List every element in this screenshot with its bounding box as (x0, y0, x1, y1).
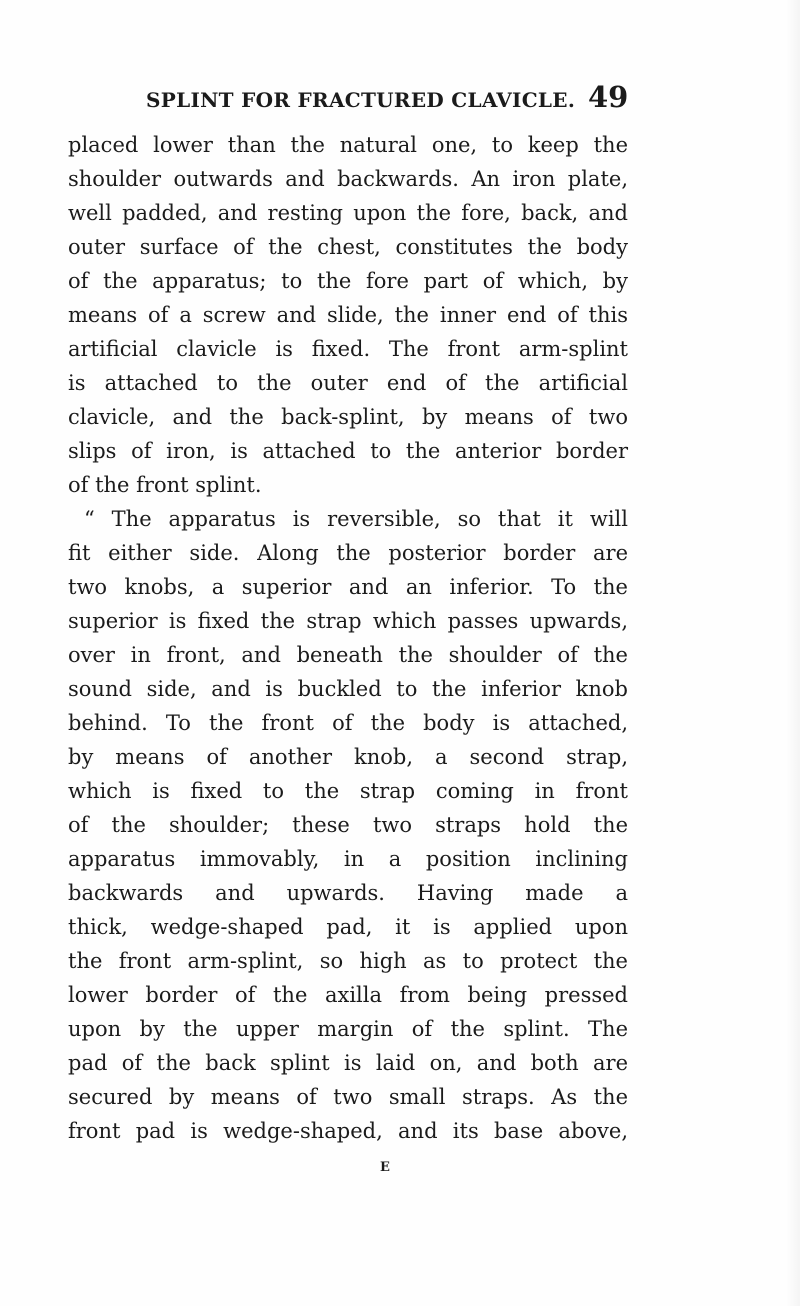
page-number: 49 (588, 80, 629, 114)
text-line: the front arm-splint, so high as to protect the (68, 949, 628, 973)
text-line: behind. To the front of the body is attached, (68, 711, 628, 735)
text-line: “ The apparatus is reversible, so that it will (84, 507, 628, 531)
text-line: secured by means of two small straps. As the (68, 1085, 628, 1109)
running-title: SPLINT FOR FRACTURED CLAVICLE. (146, 88, 576, 112)
text-line: slips of iron, is attached to the anterior border (68, 439, 628, 463)
signature-mark: E (380, 1160, 391, 1175)
text-line: over in front, and beneath the shoulder of the (68, 643, 628, 667)
text-line: artificial clavicle is fixed. The front arm-splint (68, 337, 628, 361)
text-line: pad of the back splint is laid on, and both are (68, 1051, 628, 1075)
text-line: shoulder outwards and backwards. An iron plate, (68, 167, 628, 191)
text-line: thick, wedge-shaped pad, it is applied upon (68, 915, 628, 939)
text-line: superior is fixed the strap which passes upwards, (68, 609, 628, 633)
text-line: apparatus immovably, in a position inclining (68, 847, 628, 871)
text-line: means of a screw and slide, the inner end of this (68, 303, 628, 327)
text-line: fit either side. Along the posterior border are (68, 541, 628, 565)
text-line: of the front splint. (68, 473, 262, 497)
text-line: by means of another knob, a second strap, (68, 745, 628, 769)
text-line: upon by the upper margin of the splint. The (68, 1017, 628, 1041)
text-line: backwards and upwards. Having made a (68, 881, 628, 905)
text-line: lower border of the axilla from being pressed (68, 983, 628, 1007)
text-line: front pad is wedge-shaped, and its base above, (68, 1119, 628, 1143)
text-line: well padded, and resting upon the fore, back, and (68, 201, 628, 225)
text-line: outer surface of the chest, constitutes the body (68, 235, 628, 259)
text-line: which is fixed to the strap coming in front (68, 779, 628, 803)
text-line: is attached to the outer end of the artificial (68, 371, 628, 395)
text-line: sound side, and is buckled to the inferior knob (68, 677, 628, 701)
text-line: of the apparatus; to the fore part of which, by (68, 269, 628, 293)
text-line: two knobs, a superior and an inferior. To the (68, 575, 628, 599)
running-head (0, 80, 800, 120)
text-line: placed lower than the natural one, to keep the (68, 133, 628, 157)
page-edge-shadow (786, 0, 800, 1306)
text-line: of the shoulder; these two straps hold the (68, 813, 628, 837)
text-line: clavicle, and the back-splint, by means of two (68, 405, 628, 429)
body-text (68, 128, 628, 1148)
